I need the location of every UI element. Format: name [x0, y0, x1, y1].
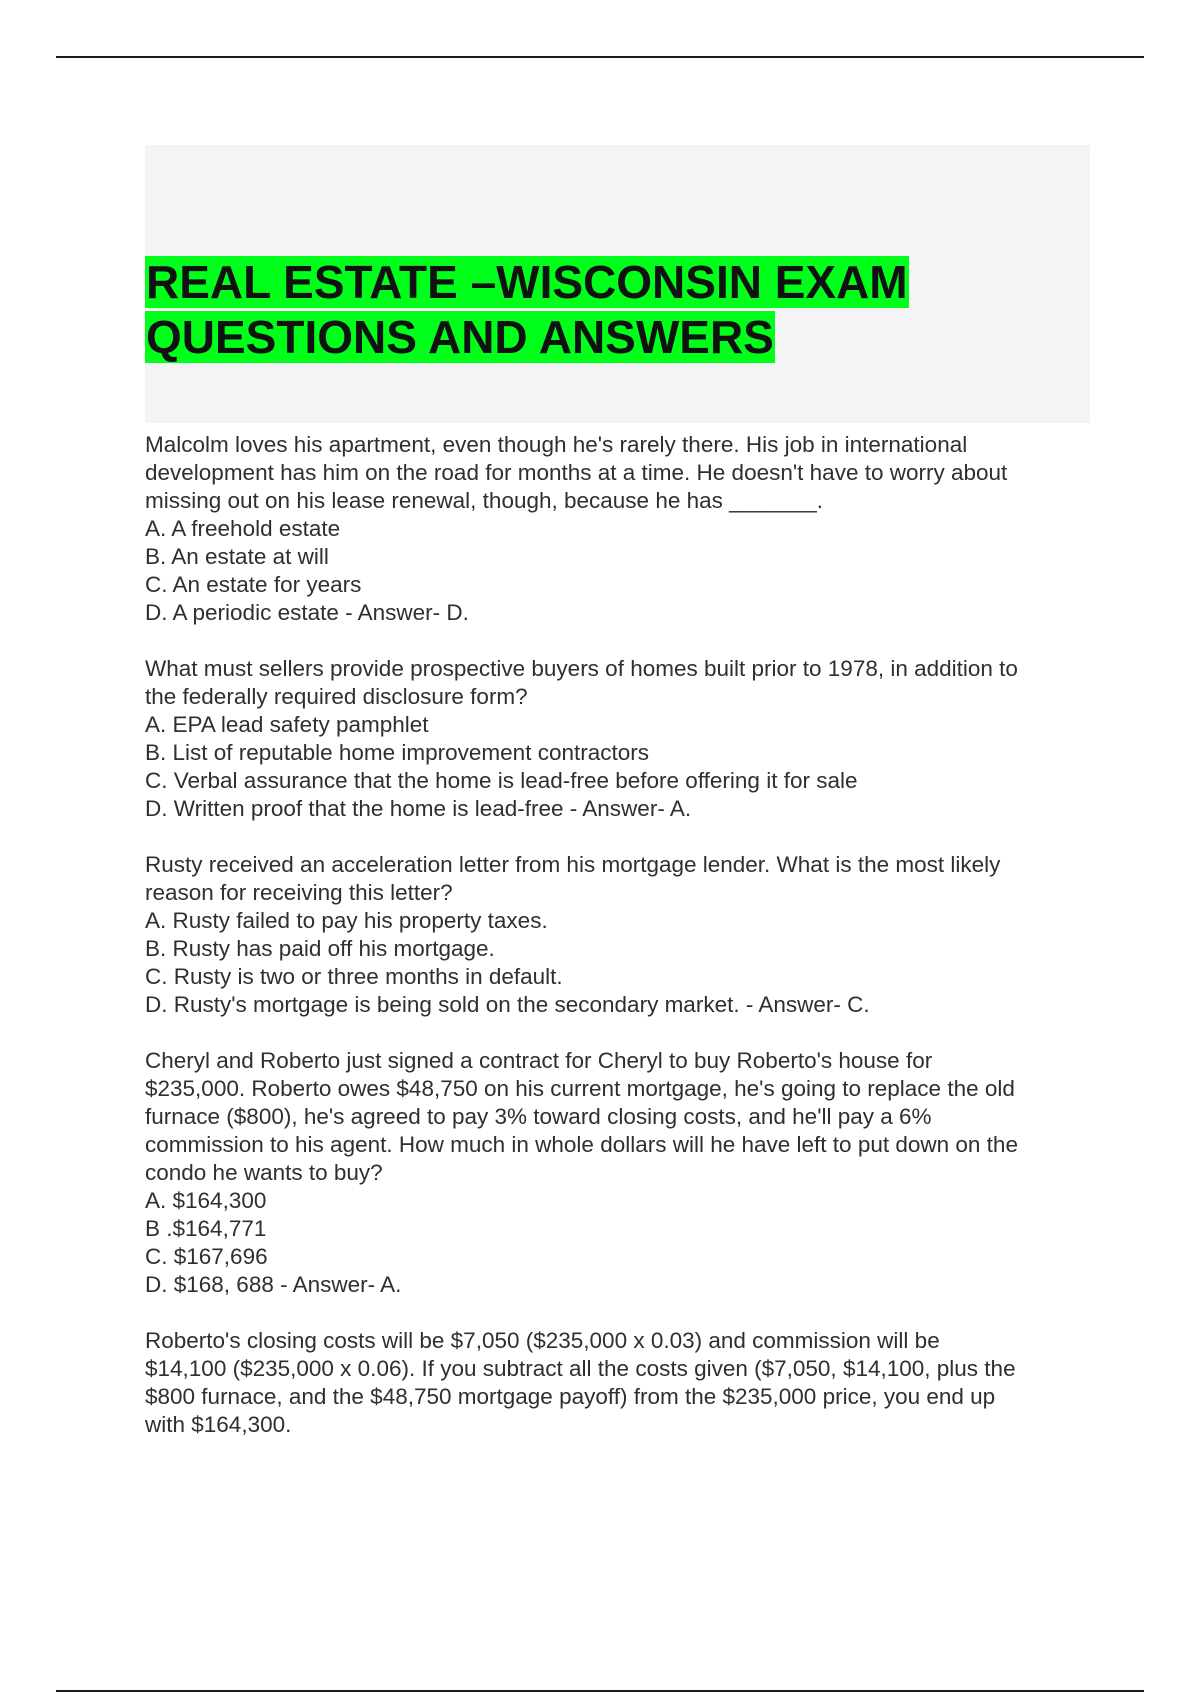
- answer-option: B .$164,771: [145, 1216, 267, 1241]
- page-content: [145, 145, 1090, 1439]
- question-text-line: condo he wants to buy?: [145, 1160, 383, 1185]
- answer-option: D. Rusty's mortgage is being sold on the secondary market. - Answer- C.: [145, 992, 870, 1017]
- question-block: [145, 1047, 1090, 1299]
- answer-explanation: [145, 1327, 1090, 1439]
- title-banner: [145, 145, 1090, 423]
- question-text-line: reason for receiving this letter?: [145, 880, 453, 905]
- question-text-line: $235,000. Roberto owes $48,750 on his current mortgage, he's going to replace the old: [145, 1076, 1015, 1101]
- question-text-line: missing out on his lease renewal, though, because he has _______.: [145, 488, 823, 513]
- title-line-1: REAL ESTATE –WISCONSIN EXAM: [146, 256, 908, 308]
- answer-option: D. $168, 688 - Answer- A.: [145, 1272, 402, 1297]
- question-block: [145, 431, 1090, 627]
- answer-option: D. A periodic estate - Answer- D.: [145, 600, 469, 625]
- explanation-line: $14,100 ($235,000 x 0.06). If you subtract all the costs given ($7,050, $14,100, plus the: [145, 1356, 1016, 1381]
- explanation-line: Roberto's closing costs will be $7,050 ($235,000 x 0.03) and commission will be: [145, 1328, 940, 1353]
- question-text-line: commission to his agent. How much in whole dollars will he have left to put down on the: [145, 1132, 1018, 1157]
- question-text-line: Cheryl and Roberto just signed a contract for Cheryl to buy Roberto's house for: [145, 1048, 933, 1073]
- bottom-rule: [56, 1690, 1144, 1692]
- answer-option: C. $167,696: [145, 1244, 268, 1269]
- answer-option: B. An estate at will: [145, 544, 329, 569]
- question-text-line: the federally required disclosure form?: [145, 684, 528, 709]
- question-block: [145, 655, 1090, 823]
- question-text-line: Rusty received an acceleration letter from his mortgage lender. What is the most likely: [145, 852, 1001, 877]
- question-text-line: What must sellers provide prospective buyers of homes built prior to 1978, in addition to: [145, 656, 1018, 681]
- document-title: [145, 255, 909, 365]
- question-block: [145, 851, 1090, 1019]
- question-text-line: development has him on the road for months at a time. He doesn't have to worry about: [145, 460, 1008, 485]
- question-text-line: Malcolm loves his apartment, even though he's rarely there. His job in international: [145, 432, 968, 457]
- answer-option: A. EPA lead safety pamphlet: [145, 712, 429, 737]
- answer-option: A. A freehold estate: [145, 516, 341, 541]
- answer-option: B. List of reputable home improvement contractors: [145, 740, 649, 765]
- answer-option: A. Rusty failed to pay his property taxes.: [145, 908, 548, 933]
- answer-option: B. Rusty has paid off his mortgage.: [145, 936, 495, 961]
- explanation-line: with $164,300.: [145, 1412, 292, 1437]
- answer-option: C. An estate for years: [145, 572, 362, 597]
- answer-option: D. Written proof that the home is lead-free - Answer- A.: [145, 796, 692, 821]
- explanation-line: $800 furnace, and the $48,750 mortgage payoff) from the $235,000 price, you end up: [145, 1384, 996, 1409]
- document-body: [145, 431, 1090, 1439]
- answer-option: C. Rusty is two or three months in default.: [145, 964, 563, 989]
- answer-option: A. $164,300: [145, 1188, 267, 1213]
- answer-option: C. Verbal assurance that the home is lead-free before offering it for sale: [145, 768, 858, 793]
- top-rule: [56, 56, 1144, 58]
- question-text-line: furnace ($800), he's agreed to pay 3% toward closing costs, and he'll pay a 6%: [145, 1104, 932, 1129]
- title-line-2: QUESTIONS AND ANSWERS: [146, 311, 774, 363]
